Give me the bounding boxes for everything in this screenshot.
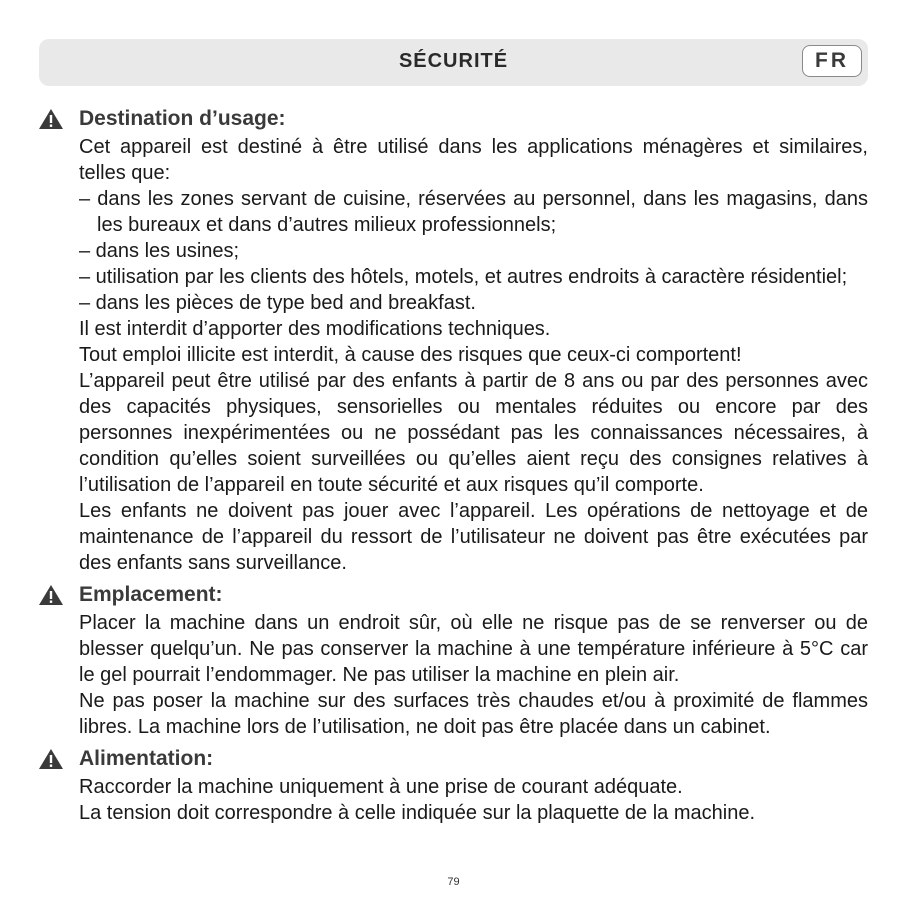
paragraph: Raccorder la machine uniquement à une prise de courant adéquate. (79, 776, 683, 798)
paragraph: Les enfants ne doivent pas jouer avec l’appareil. Les opérations de nettoyage et de maintenance de l’appareil du ressort de l’utilisateur ne doivent pas être exécutées par des enfants sans surveillance. (79, 500, 868, 574)
page-number: 79 (447, 876, 460, 888)
paragraph: La tension doit correspondre à celle indiquée sur la plaquette de la machine. (79, 802, 755, 824)
section-alimentation (79, 744, 868, 826)
section-title: Alimentation: (79, 747, 214, 770)
paragraph: L’appareil peut être utilisé par des enfants à partir de 8 ans ou par des personnes avec des capacités physiques, sensorielles ou mentales réduites ou encore par des personnes inexpérimentées ou ne possédant pas les connaissances nécessaires, à condition qu’elles soient surveillées ou qu’elles aient reçu des consignes relatives à l’utilisation de l’appareil en toute sécurité et aux risques qu’il comporte. (79, 370, 868, 496)
paragraph: Il est interdit d’apporter des modifications techniques. (79, 318, 551, 340)
list-item: – dans les zones servant de cuisine, réservées au personnel, dans les magasins, dans les bureaux et dans d’autres milieux professionnels; (79, 188, 868, 236)
paragraph: Placer la machine dans un endroit sûr, où elle ne risque pas de se renverser ou de blesser quelqu’un. Ne pas conserver la machine à une température inférieure à 5°C car le gel pourrait l’endommager. Ne pas utiliser la machine en plein air. (79, 612, 868, 686)
section-destination (79, 104, 868, 576)
section-emplacement (79, 580, 868, 740)
warning-triangle-icon (38, 584, 64, 606)
paragraph: Tout emploi illicite est interdit, à cause des risques que ceux-ci comportent! (79, 344, 742, 366)
warning-triangle-icon (38, 108, 64, 130)
section-title: Emplacement: (79, 583, 223, 606)
language-badge: FR (802, 45, 862, 77)
paragraph: Cet appareil est destiné à être utilisé dans les applications ménagères et similaires, telles que: (79, 136, 868, 184)
section-header-bar (39, 39, 868, 86)
list-item: – utilisation par les clients des hôtels, motels, et autres endroits à caractère résidentiel; (79, 266, 848, 288)
paragraph: Ne pas poser la machine sur des surfaces très chaudes et/ou à proximité de flammes libres. La machine lors de l’utilisation, ne doit pas être placée dans un cabinet. (79, 690, 868, 738)
document-body (79, 104, 868, 826)
section-title: Destination d’usage: (79, 107, 286, 130)
warning-triangle-icon (38, 748, 64, 770)
list-item: – dans les usines; (79, 240, 240, 262)
list-item: – dans les pièces de type bed and breakfast. (79, 292, 476, 314)
page-title: SÉCURITÉ (398, 50, 509, 72)
